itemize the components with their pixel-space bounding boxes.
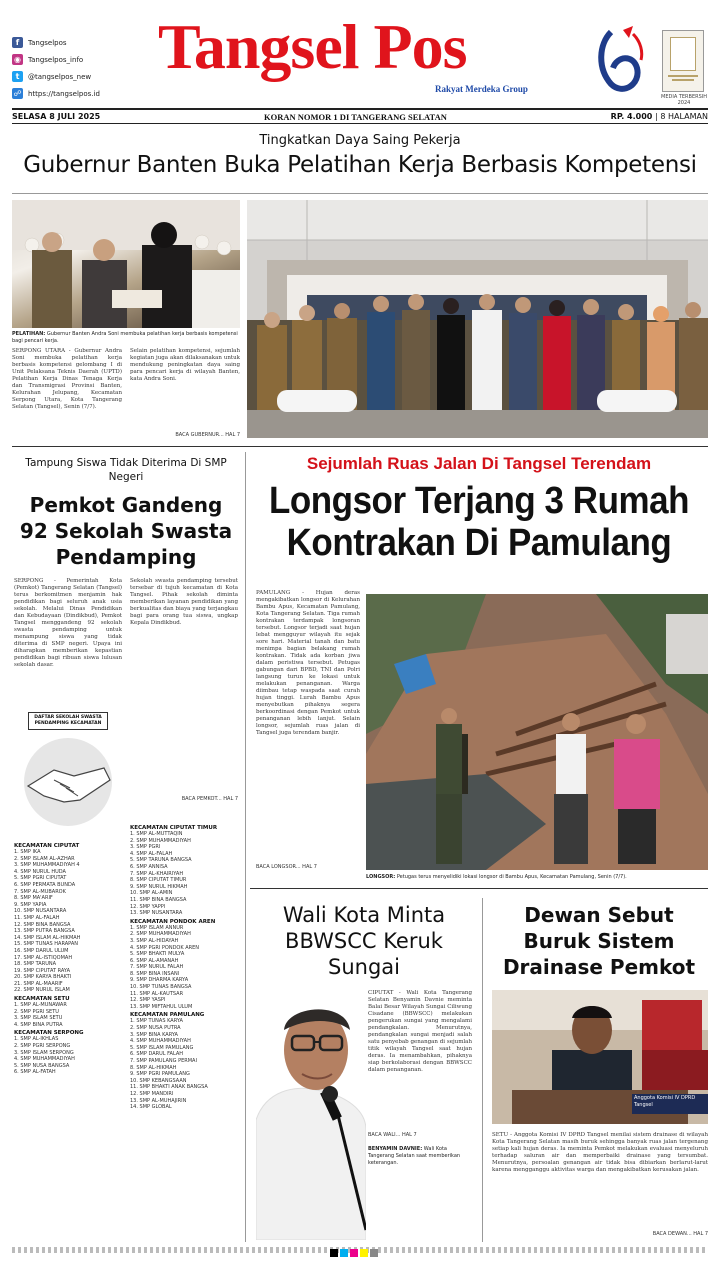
lead-caption-text: Gubernur Banten Andra Soni membuka pelatihan kerja berbasis kompetensi bagi pencari kerja. bbox=[12, 331, 238, 344]
school-list-item: 17. SMP AL-ISTIQOMAH bbox=[14, 954, 73, 961]
school-list-item: 4. SMP MUHAMMADIYAH bbox=[14, 1056, 75, 1063]
school-list-item: 7. SMP NURUL FALAH bbox=[130, 964, 184, 971]
school-list-item: 4. SMP AL-FALAH bbox=[130, 850, 173, 857]
lead-photo-large bbox=[247, 200, 708, 438]
lead-caption-label: PELATIHAN: bbox=[12, 331, 46, 337]
social-links bbox=[12, 34, 162, 102]
school-list-item: 11. SMP BHAKTI ANAK BANGSA bbox=[130, 1084, 208, 1091]
lead-body-col1: SERPONG UTARA - Gubernur Andra Soni membuka pelatihan kerja berbasis kompetensi gelombang I di Unit Pelaksana Teknis Daerah (UPTD) Pelatihan Kerja Dinas Tenaga Kerja dan Transmigrasi Provinsi Banten, Kelurahan Jelupang, Kecamatan Serpong Utara, Kota Tangerang Selatan (Tangsel), Senin (7/7). bbox=[12, 348, 122, 410]
school-list-item: 22. SMP NURUL ISLAM bbox=[14, 987, 70, 994]
school-list-item: 7. SMP AL-MUBAROK bbox=[14, 888, 66, 895]
school-list-item: 1. SMP ISLAM ANNUR bbox=[130, 924, 184, 931]
lead-photo-small bbox=[12, 200, 240, 328]
school-list-item: 3. SMP MUHAMMADIYAH 4 bbox=[14, 862, 80, 869]
swatch bbox=[350, 1249, 358, 1257]
logo-tagline: Rakyat Merdeka Group bbox=[435, 84, 528, 94]
mayor-photo bbox=[256, 990, 366, 1240]
price: RP. 4.000 bbox=[610, 112, 653, 121]
school-list-item: 1. SMP AL-IKHLAS bbox=[14, 1036, 59, 1043]
story5-body: SETU - Anggota Komisi IV DPRD Tangsel menilai sistem drainase di wilayah Kota Tangerang Selatan masih buruk sehingga banyak ruas jalan tergenang setiap kali hujan deras. Ia meminta Pemkot melakukan evaluasi menyeluruh terhadap saluran air dan memperbaiki drainase yang tersumbat. Menurutnya, persoalan genangan air tidak bisa dibiarkan berlarut-larut karena mengganggu aktivitas warga dan mengakibatkan kerusakan jalan. bbox=[492, 1132, 708, 1173]
school-list-item: 6. SMP ANNISA bbox=[130, 863, 168, 870]
story2-body-col2: Sekolah swasta pendamping tersebut tersebar di tujuh kecamatan di Kota Tangsel. Pihak sekolah diminta memberikan layanan pendidikan yang berkualitas dan biaya yang terjangkau bagi para orang tua siswa, ungkap Kepala Dindikbud. bbox=[130, 578, 238, 626]
story5-headline[interactable]: Dewan Sebut Buruk Sistem Drainase Pemkot bbox=[502, 903, 696, 979]
school-list-item: 2. SMP MUHAMMADIYAH bbox=[130, 837, 191, 844]
lead-kicker: Tingkatkan Daya Saing Pekerja bbox=[259, 133, 461, 148]
award-badge-icon bbox=[662, 30, 704, 92]
school-list-item: 5. SMP PGRI CIPUTAT bbox=[14, 875, 67, 882]
group-photo-icon bbox=[247, 200, 708, 438]
lead-body-col2: Selain pelatihan kompetensi, sejumlah kegiatan juga akan dilaksanakan untuk mendukung peningkatan daya saing para pencari kerja di wilayah Banten, kata Andra Soni. bbox=[130, 348, 240, 382]
story4-photo-caption bbox=[368, 1146, 472, 1167]
story3-caption-text: Petugas terus menyelidiki lokasi longsor di Bambu Apus, Kecamatan Pamulang, Senin (7/7). bbox=[396, 874, 627, 880]
swatch bbox=[360, 1249, 368, 1257]
list-items bbox=[14, 849, 122, 994]
lead-headline[interactable]: Gubernur Banten Buka Pelatihan Kerja Berbasis Kompetensi bbox=[23, 152, 697, 178]
school-list-item: 12. SMP BINA BANGSA bbox=[14, 921, 71, 928]
story3-continue[interactable]: BACA LONGSOR... HAL 7 bbox=[256, 864, 317, 870]
twitter-icon: t bbox=[12, 71, 23, 82]
school-list-col2 bbox=[130, 825, 238, 1111]
handshake-graphic bbox=[14, 712, 122, 837]
color-swatches bbox=[330, 1249, 378, 1257]
school-list-item: 10. SMP NUSANTARA bbox=[14, 908, 67, 915]
school-list-item: 6. SMP AL-AMANAH bbox=[130, 957, 179, 964]
school-list-item: 7. SMP PAMULANG PERMAI bbox=[130, 1058, 197, 1064]
school-list-item: 9. SMP DHARMA KARYA bbox=[130, 977, 189, 984]
school-list-item: 16. SMP DARUL ULUM bbox=[14, 947, 69, 954]
list-title: KECAMATAN PAMULANG bbox=[130, 1012, 205, 1019]
divider bbox=[12, 193, 708, 194]
social-facebook-text: Tangselpos bbox=[28, 38, 67, 47]
story4-body: CIPUTAT - Wali Kota Tangerang Selatan Benyamin Davnie meminta Balai Besar Wilayah Sungai Ciliwung Cisadane (BBWSCC) melakukan pengerukan sungai yang mengalami pendangkalan. Menurutnya, pendangkalan sungai menjadi salah satu penyebab genangan di sejumlah titik wilayah Tangsel saat hujan deras. Ia menambahkan, pihaknya siap berkolaborasi dengan BBWSCC dalam penanganan. bbox=[368, 990, 472, 1073]
story2-continue[interactable]: BACA PEMKOT... HAL 7 bbox=[181, 796, 238, 802]
school-list-item: 1. SMP TUNAS KARYA bbox=[130, 1018, 183, 1025]
school-list-item: 2. SMP NUSA PUTRA bbox=[130, 1025, 181, 1032]
school-list-item: 4. SMP MUHAMMADIYAH bbox=[130, 1038, 191, 1045]
school-list-item: 9. SMP PGRI PAMULANG bbox=[130, 1071, 190, 1078]
school-list-item: 13. SMP AL-MUHAJIRIN bbox=[130, 1097, 187, 1104]
instagram-icon: ◉ bbox=[12, 54, 23, 65]
school-list-item: 19. SMP CIPUTAT RAYA bbox=[14, 967, 71, 974]
school-list-item: 3. SMP PGRI bbox=[130, 844, 161, 851]
school-list-item: 15. SMP TUNAS HARAPAN bbox=[14, 941, 78, 948]
story3-caption-label: LONGSOR: bbox=[366, 874, 396, 880]
list-title: KECAMATAN SETU bbox=[14, 996, 70, 1003]
school-list-item: 3. SMP ISLAM SERPONG bbox=[14, 1049, 74, 1056]
lead-caption bbox=[12, 331, 240, 345]
school-list-item: 14. SMP ISLAM AL-HIKMAH bbox=[14, 934, 81, 941]
story2-body-col1: SERPONG - Pemerintah Kota (Pemkot) Tangerang Selatan (Tangsel) terus berkomitmen menjamin hak pendidikan bagi seluruh anak usia sekolah. Melalui Dinas Pendidikan dan Kebudayaan (Dindikbud), Pemkot Tangsel menggandeng 92 sekolah swasta pendamping untuk menampung siswa yang tidak diterima di SMP negeri. Upaya ini diharapkan memberikan kepastian pendidikan bagi ribuan siswa lulusan sekolah dasar. bbox=[14, 578, 122, 668]
swatch bbox=[330, 1249, 338, 1257]
school-list-item: 13. SMP NUSANTARA bbox=[130, 910, 183, 917]
newspaper-logo: Tangsel Pos bbox=[158, 11, 467, 82]
social-row[interactable] bbox=[12, 34, 162, 51]
school-list-item: 8. SMP MA'ARIF bbox=[14, 895, 53, 902]
school-list-item: 5. SMP ISLAM PAMULANG bbox=[130, 1044, 194, 1051]
footer-color-bar bbox=[0, 1247, 720, 1277]
school-list-item: 11. SMP AL-FALAH bbox=[14, 914, 60, 921]
list-items bbox=[14, 1002, 122, 1028]
list-badge: DAFTAR SEKOLAH SWASTA PENDAMPING KECAMATAN bbox=[28, 712, 108, 730]
school-list-item: 18. SMP TARUNA bbox=[14, 961, 57, 968]
page-count: 8 HALAMAN bbox=[660, 112, 708, 121]
facebook-icon: f bbox=[12, 37, 23, 48]
social-web-text: https://tangselpos.id bbox=[28, 89, 100, 98]
mayor-portrait-icon bbox=[256, 990, 366, 1240]
school-list-col1 bbox=[14, 843, 122, 1076]
divider bbox=[250, 888, 708, 889]
school-list-item: 2. SMP MUHAMMADIYAH bbox=[130, 931, 191, 938]
school-list-item: 3. SMP BINA KARYA bbox=[130, 1031, 178, 1038]
story2-kicker: Tampung Siswa Tidak Diterima Di SMP Negeri bbox=[25, 457, 227, 483]
social-row[interactable] bbox=[12, 85, 162, 102]
school-list-item: 4. SMP PGRI PONDOK AREN bbox=[130, 944, 200, 951]
school-list-item: 8. SMP CIPUTAT TIMUR bbox=[130, 877, 187, 884]
school-list-item: 6. SMP DARUL FALAH bbox=[130, 1051, 184, 1058]
school-list-item: 14. SMP GLOBAL bbox=[130, 1104, 172, 1111]
school-list-item: 13. SMP MIFTAHUL ULUM bbox=[130, 1003, 193, 1010]
school-list-item: 9. SMP NURUL HIKMAH bbox=[130, 883, 188, 890]
story4-headline[interactable]: Wali Kota Minta BBWSCC Keruk Sungai bbox=[282, 903, 446, 979]
list-items bbox=[14, 1036, 122, 1076]
landslide-photo bbox=[366, 594, 708, 870]
school-list-item: 21. SMP AL-MAARIF bbox=[14, 980, 63, 987]
crowd-photo-icon bbox=[12, 200, 240, 328]
story4-photo-caption-label: BENYAMIN DAVNIE: bbox=[368, 1146, 423, 1152]
story4-continue[interactable]: BACA WALI... HAL 7 bbox=[368, 1132, 417, 1138]
divider bbox=[12, 446, 708, 447]
story5-continue[interactable]: BACA DEWAN... HAL 7 bbox=[652, 1231, 708, 1237]
list-title: KECAMATAN PONDOK AREN bbox=[130, 918, 216, 925]
price-pages: RP. 4.000 | 8 HALAMAN bbox=[610, 112, 708, 121]
story3-body: PAMULANG - Hujan deras mengakibatkan longsor di Kelurahan Bambu Apus, Kecamatan Pamulang, Kota Tangerang Selatan. Tiga rumah kontrakan terdampak longsoran tersebut. Longsor terjadi saat hujan lebat mengguyur wilayah itu sejak sore hari. Material tanah dan batu menimpa bagian belakang rumah kontrakan. Tidak ada korban jiwa dalam peristiwa tersebut. Petugas gabungan dari BPBD, TNI dan Polri langsung turun ke lokasi untuk melakukan penanganan. Warga diimbau tetap waspada saat curah hujan tinggi. Lurah Bambu Apus menyebutkan pihaknya segera berkoordinasi dengan Pemkot untuk penanganan lebih lanjut. Selain longsor, sejumlah ruas jalan di Tangsel juga terendam banjir. bbox=[256, 590, 360, 736]
issue-date: SELASA 8 JULI 2025 bbox=[12, 112, 101, 121]
list-title: KECAMATAN SERPONG bbox=[14, 1030, 84, 1037]
dateline-bar bbox=[12, 108, 708, 124]
story4-photo-caption-text: Wali Kota Tangerang Selatan saat memberikan keterangan. bbox=[368, 1146, 461, 1166]
social-row[interactable] bbox=[12, 51, 162, 68]
lead-continue[interactable]: BACA GUBERNUR... HAL 7 bbox=[175, 432, 240, 438]
school-list-item: 11. SMP AL-KAUTSAR bbox=[130, 990, 184, 997]
award-label: MEDIA TERBERSIH 2024 bbox=[661, 94, 707, 106]
school-list-item: 11. SMP BINA BANGSA bbox=[130, 896, 187, 903]
school-list-item: 6. SMP PERMATA BUNDA bbox=[14, 881, 76, 888]
column-divider bbox=[245, 452, 246, 1242]
school-list-item: 1. SMP IKA bbox=[14, 849, 41, 855]
school-list-item: 12. SMP YASPI bbox=[130, 997, 166, 1004]
list-items bbox=[130, 925, 238, 1011]
story2-headline[interactable]: Pemkot Gandeng 92 Sekolah Swasta Pendamping bbox=[19, 493, 233, 569]
column-divider bbox=[482, 898, 483, 1242]
school-list-item: 5. SMP NUSA BANGSA bbox=[14, 1062, 70, 1069]
school-list-item: 20. SMP KARYA BHAKTI bbox=[14, 974, 72, 981]
school-list-item: 2. SMP PGRI SERPONG bbox=[14, 1043, 71, 1050]
web-icon: ☍ bbox=[13, 89, 22, 98]
story5-photo-caption: Anggota Komisi IV DPRD Tangsel bbox=[634, 1095, 696, 1108]
school-list-item: 12. SMP MANDIRI bbox=[130, 1090, 174, 1097]
handshake-icon bbox=[14, 730, 122, 830]
school-list-item: 2. SMP ISLAM AL-AZHAR bbox=[14, 855, 75, 862]
school-list-item: 3. SMP ISLAM SETU bbox=[14, 1015, 63, 1022]
social-instagram-text: Tangselpos_info bbox=[28, 55, 84, 64]
landslide-photo-icon bbox=[366, 594, 708, 870]
school-list-item: 4. SMP BINA PUTRA bbox=[14, 1021, 63, 1028]
school-list-item: 1. SMP AL-MUNAWAR bbox=[14, 1002, 67, 1009]
school-list-item: 5. SMP BHAKTI MULYA bbox=[130, 951, 185, 958]
school-list-item: 3. SMP AL-HIDAYAH bbox=[130, 937, 179, 944]
school-list-item: 6. SMP AL-FATAH bbox=[14, 1069, 56, 1076]
school-list-item: 5. SMP TARUNA BANGSA bbox=[130, 857, 192, 864]
school-list-item: 7. SMP AL-KHAIRIYAH bbox=[130, 870, 184, 877]
list-items bbox=[130, 831, 238, 917]
social-row[interactable] bbox=[12, 68, 162, 85]
school-list-item: 4. SMP NURUL HUDA bbox=[14, 868, 66, 875]
school-list-item: 10. SMP AL-AMIN bbox=[130, 890, 173, 897]
social-twitter-text: @tangselpos_new bbox=[28, 72, 92, 81]
list-title: KECAMATAN CIPUTAT bbox=[14, 843, 80, 849]
school-list-item: 10. SMP KEBANGSAAN bbox=[130, 1077, 187, 1084]
school-list-item: 1. SMP AL-MUTTAQIN bbox=[130, 831, 183, 837]
school-list-item: 2. SMP PGRI SETU bbox=[14, 1008, 59, 1015]
list-title: KECAMATAN CIPUTAT TIMUR bbox=[130, 825, 218, 831]
school-list-item: 12. SMP YAPPI bbox=[130, 903, 166, 910]
list-items bbox=[130, 1018, 238, 1110]
school-list-item: 13. SMP PUTRA BANGSA bbox=[14, 928, 75, 935]
school-list-item: 8. SMP BINA INSANI bbox=[130, 970, 180, 977]
story3-headline[interactable]: Longsor Terjang 3 Rumah Kontrakan Di Pamulang bbox=[268, 480, 689, 564]
paper-motto: KORAN NOMOR 1 DI TANGERANG SELATAN bbox=[264, 111, 447, 122]
school-list-item: 9. SMP YAPIA bbox=[14, 901, 47, 908]
swatch bbox=[340, 1249, 348, 1257]
anniversary-logo-icon bbox=[593, 24, 647, 96]
school-list-item: 8. SMP AL-HIKMAH bbox=[130, 1064, 177, 1071]
story3-kicker: Sejumlah Ruas Jalan Di Tangsel Terendam bbox=[306, 454, 652, 473]
swatch bbox=[370, 1249, 378, 1257]
school-list-item: 10. SMP TUNAS BANGSA bbox=[130, 984, 192, 991]
landslide-caption bbox=[366, 874, 708, 881]
